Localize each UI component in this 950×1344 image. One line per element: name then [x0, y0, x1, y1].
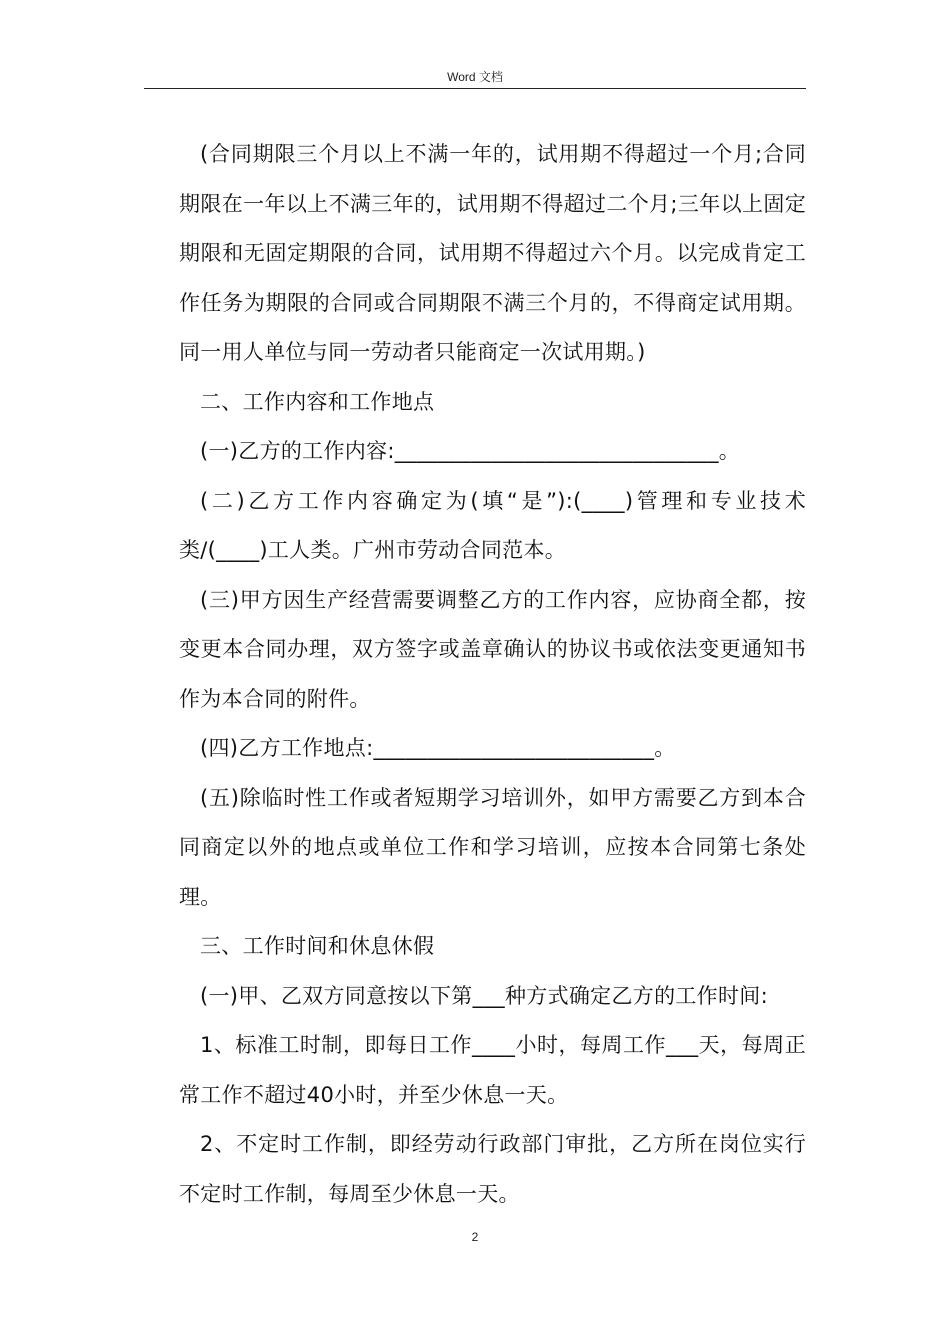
paragraph-work-time-method: (一)甲、乙双方同意按以下第___种方式确定乙方的工作时间:: [200, 983, 768, 1008]
paragraph-work-type: (二)乙方工作内容确定为(填“是”):(____)管理和专业技术类/(____)工人类。广州市劳动合同范本。: [179, 488, 806, 562]
paragraph-other-location: (五)除临时性工作或者短期学习培训外，如甲方需要乙方到本合同商定以外的地点或单位工作和学习培训，应按本合同第七条处理。: [179, 785, 806, 909]
paragraph-probation-note: (合同期限三个月以上不满一年的，试用期不得超过一个月;合同期限在一年以上不满三年的，试用期不得超过二个月;三年以上固定期限和无固定期限的合同，试用期不得超过六个月。以完成肯定工作任务为期限的合同或合同期限不满三个月的，不得商定试用期。同一用人单位与同一劳动者只能商定一次试用期。): [179, 142, 806, 364]
paragraph-flexible-hours: 2、不定时工作制，即经劳动行政部门审批，乙方所在岗位实行不定时工作制，每周至少休息一天。: [179, 1132, 806, 1206]
paragraph-work-content: (一)乙方的工作内容:______________________________。: [200, 439, 741, 463]
page-number: 2: [471, 1230, 479, 1244]
paragraph-adjust-content: (三)甲方因生产经营需要调整乙方的工作内容，应协商全都，按变更本合同办理，双方签字或盖章确认的协议书或依法变更通知书作为本合同的附件。: [179, 587, 806, 711]
section-heading-work-time: 三、工作时间和休息休假: [200, 934, 435, 958]
paragraph-work-location: (四)乙方工作地点:__________________________。: [200, 736, 676, 760]
paragraph-standard-hours: 1、标准工时制，即每日工作____小时，每周工作___天，每周正常工作不超过40小时，并至少休息一天。: [179, 1033, 806, 1107]
document-body: [179, 130, 806, 1219]
header-title: Word 文档: [447, 70, 503, 84]
section-heading-work-content: 二、工作内容和工作地点: [200, 389, 435, 414]
page-header: [144, 66, 806, 89]
